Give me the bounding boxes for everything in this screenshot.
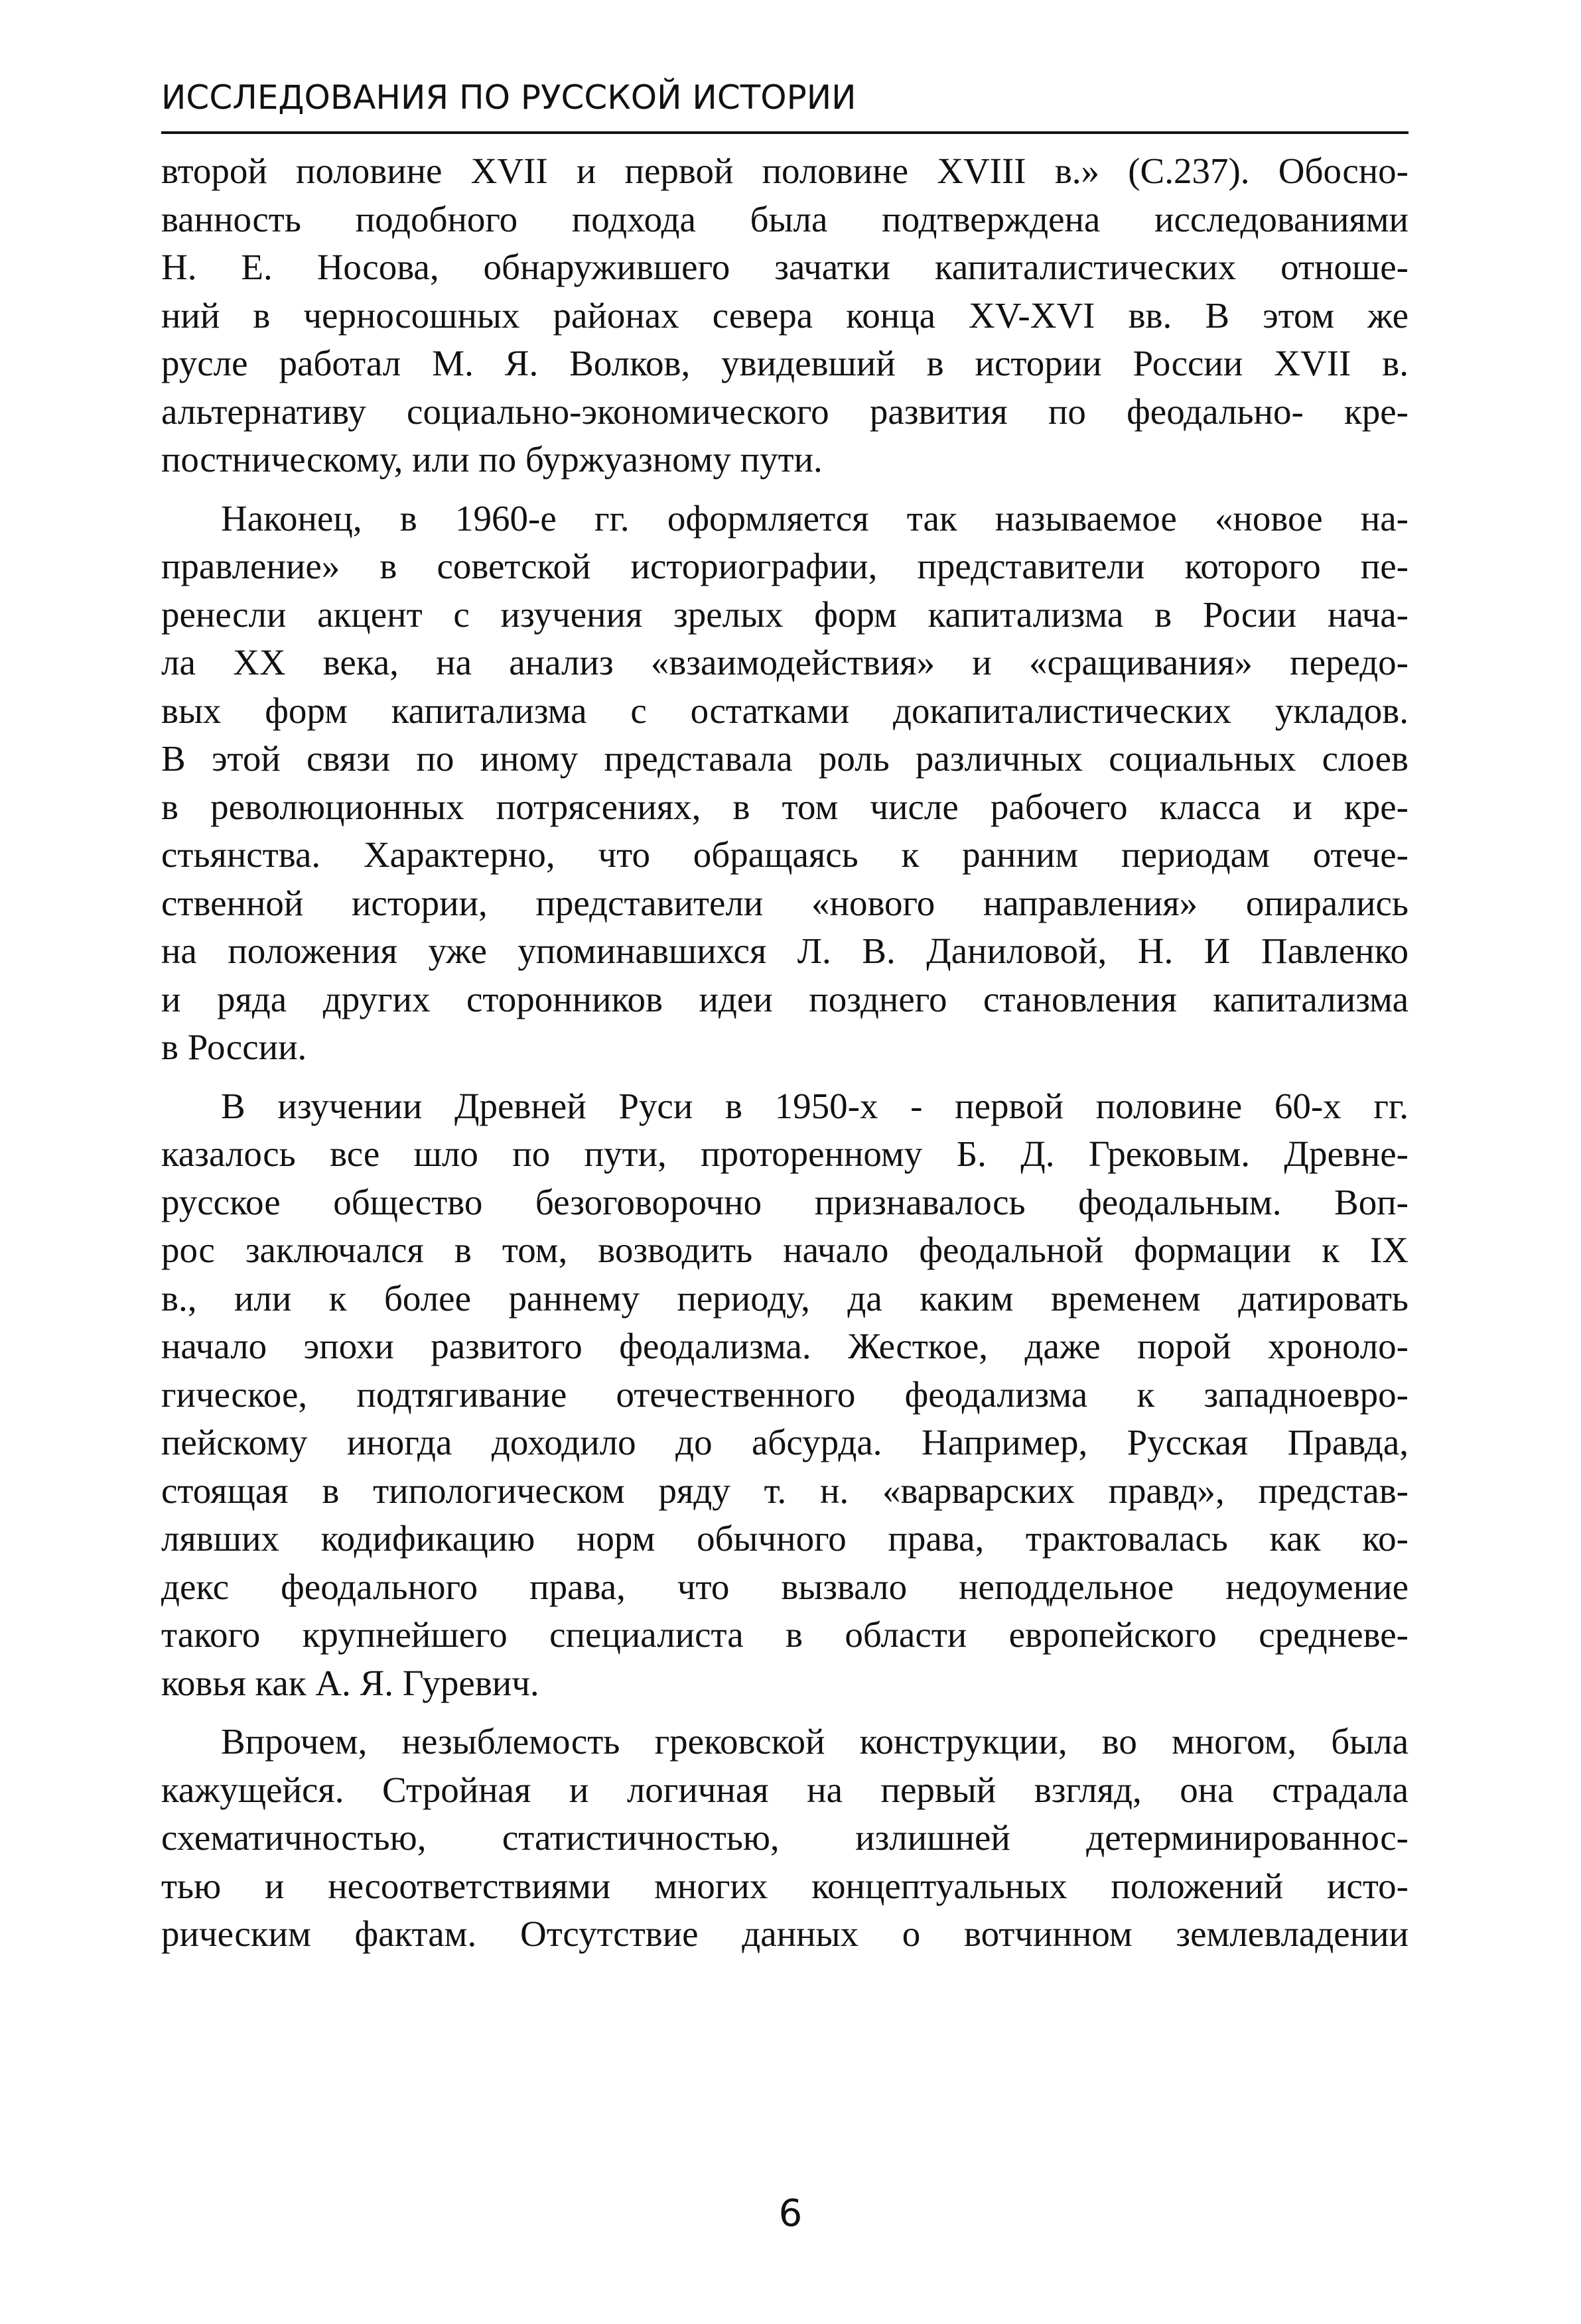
text-line: русское общество безоговорочно признавалось феодальным. Воп- <box>161 1181 1409 1222</box>
text-line: ний в черносошных районах севера конца XV-XVI вв. В этом же <box>161 294 1409 336</box>
text-line: в России. <box>161 1027 307 1067</box>
paragraph-gap <box>161 484 1409 495</box>
text-line: рос заключался в том, возводить начало феодальной формации к IX <box>161 1230 1409 1270</box>
text-line: ренесли акцент с изучения зрелых форм капитализма в Росии нача- <box>161 594 1409 635</box>
text-line: в., или к более раннему периоду, да каким временем датировать <box>161 1277 1409 1319</box>
text-line: начало эпохи развитого феодализма. Жесткое, даже порой хроноло- <box>161 1326 1409 1366</box>
page-number: 6 <box>778 2192 803 2235</box>
text-line: вых форм капитализма с остатками докапиталистических укладов. <box>161 690 1409 731</box>
text-line: казалось все шло по пути, проторенному Б. Д. Грековым. Древне- <box>161 1133 1409 1174</box>
text-line: лявших кодификацию норм обычного права, трактовалась как ко- <box>161 1518 1409 1559</box>
text-line: второй половине XVII и первой половине XVIII в.» (С.237). Обосно- <box>161 151 1409 191</box>
paragraph <box>161 147 1409 484</box>
text-line: такого крупнейшего специалиста в области европейского средневе- <box>161 1614 1409 1655</box>
text-line: ковья как А. Я. Гуревич. <box>161 1662 539 1703</box>
text-line: стьянства. Характерно, что обращаясь к ранним периодам отече- <box>161 834 1409 875</box>
text-line: кажущейся. Стройная и логичная на первый взгляд, она страдала <box>161 1769 1409 1810</box>
text-line: ственной истории, представители «нового направления» опирались <box>161 882 1409 923</box>
paragraph <box>161 1718 1409 1959</box>
text-line: гическое, подтягивание отечественного феодализма к западноевро- <box>161 1374 1409 1415</box>
paragraph-gap <box>161 1707 1409 1718</box>
text-line: русле работал М. Я. Волков, увидевший в истории России XVII в. <box>161 343 1409 383</box>
text-line: в революционных потрясениях, в том числе рабочего класса и кре- <box>161 786 1409 827</box>
text-line: В изучении Древней Руси в 1950-х - первой половине 60-х гг. <box>221 1085 1409 1126</box>
text-line: и ряда других сторонников идеи позднего становления капитализма <box>161 978 1409 1019</box>
text-line: В этой связи по иному представала роль различных социальных слоев <box>161 738 1409 779</box>
text-line: Наконец, в 1960-е гг. оформляется так называемое «новое на- <box>221 497 1409 539</box>
text-line: Впрочем, незыблемость грековской конструкции, во многом, была <box>221 1721 1409 1762</box>
text-line: ванность подобного подхода была подтверждена исследованиями <box>161 198 1409 239</box>
text-line: схематичностью, статистичностью, излишней детерминированнос- <box>161 1817 1409 1858</box>
text-line: тью и несоответствиями многих концептуальных положений исто- <box>161 1865 1409 1906</box>
running-title: ИССЛЕДОВАНИЯ ПО РУССКОЙ ИСТОРИИ <box>161 78 857 117</box>
paragraph <box>161 1082 1409 1708</box>
paragraph-gap <box>161 1072 1409 1082</box>
text-line: ла XX века, на анализ «взаимодействия» и «сращивания» передо- <box>161 642 1409 682</box>
text-line: декс феодального права, что вызвало неподдельное недоумение <box>161 1566 1409 1607</box>
header-rule <box>161 131 1409 134</box>
text-line: пейскому иногда доходило до абсурда. Например, Русская Правда, <box>161 1422 1409 1462</box>
text-line: на положения уже упоминавшихся Л. В. Даниловой, Н. И Павленко <box>161 931 1409 971</box>
body-text <box>161 147 1409 1959</box>
text-line: правление» в советской историографии, представители которого пе- <box>161 546 1409 586</box>
text-line: Н. Е. Носова, обнаружившего зачатки капиталистических отноше- <box>161 247 1409 287</box>
text-line: постническому, или по буржуазному пути. <box>161 439 823 480</box>
text-line: альтернативу социально-экономического развития по феодально- кре- <box>161 391 1409 432</box>
text-line: рическим фактам. Отсутствие данных о вотчинном землевладении <box>161 1913 1409 1954</box>
text-line: стоящая в типологическом ряду т. н. «варварских правд», представ- <box>161 1470 1409 1511</box>
paragraph <box>161 495 1409 1072</box>
